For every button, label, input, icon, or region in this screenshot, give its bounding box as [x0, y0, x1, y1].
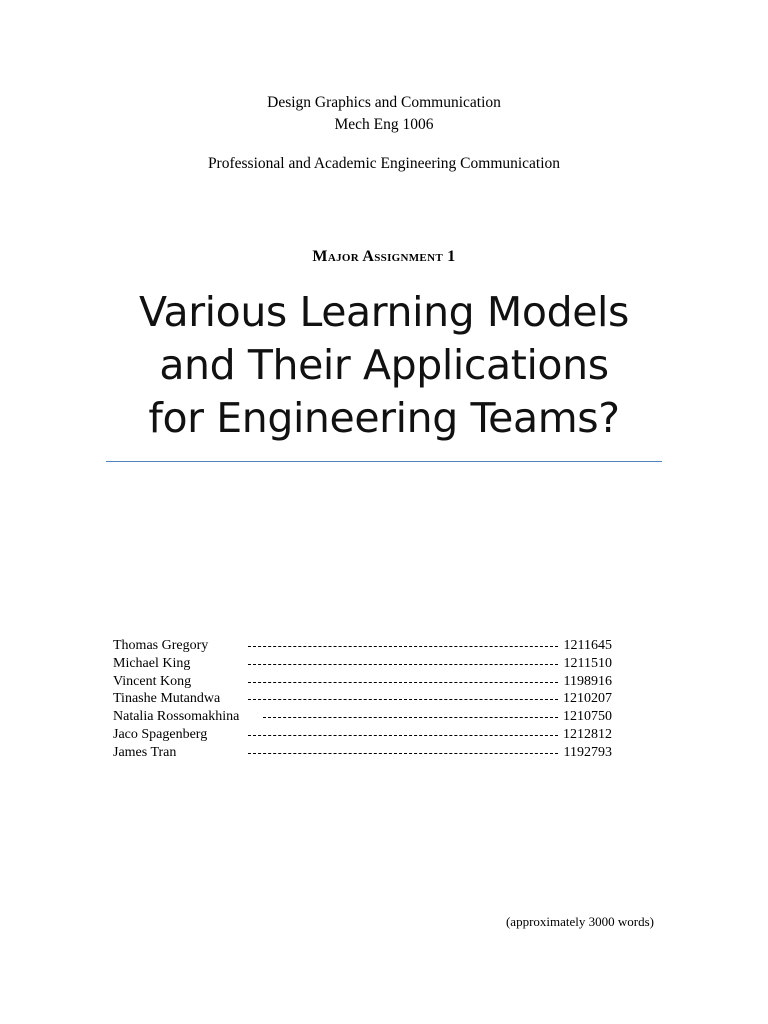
dash-leader: [248, 682, 558, 683]
dash-leader: [248, 735, 558, 736]
list-item: [113, 655, 633, 673]
word-count: (approximately 3000 words): [505, 914, 654, 929]
dash-leader: [248, 753, 558, 754]
list-item: [113, 690, 633, 708]
dash-leader: [248, 664, 558, 665]
assignment-label: Major Assignment 1: [312, 248, 456, 265]
member-name: Natalia Rossomakhina: [113, 709, 240, 725]
dash-leader: [263, 717, 558, 718]
student-id: 1211510: [563, 655, 612, 671]
student-id: 1198916: [563, 673, 612, 689]
list-item: [113, 637, 633, 655]
student-id: 1211645: [563, 638, 612, 653]
member-name: Tinashe Mutandwa: [113, 691, 221, 707]
title-line-2: and Their Applications: [159, 341, 609, 389]
title-line-3: for Engineering Teams?: [148, 394, 620, 442]
member-name: Michael King: [113, 655, 191, 671]
member-name: Jaco Spagenberg: [113, 726, 208, 742]
student-id: 1210750: [563, 709, 612, 725]
dash-leader: [248, 646, 558, 647]
dash-leader: [248, 699, 558, 700]
member-list: [113, 637, 633, 762]
list-item: [113, 708, 633, 726]
course-name: Design Graphics and Communication: [267, 94, 501, 111]
student-id: 1192793: [563, 744, 612, 760]
course-subtitle: Professional and Academic Engineering Communication: [207, 155, 561, 172]
member-name: Vincent Kong: [113, 673, 192, 689]
student-id: 1212812: [563, 726, 612, 742]
list-item: [113, 744, 633, 762]
list-item: [113, 673, 633, 691]
member-name: James Tran: [113, 744, 177, 760]
course-code: Mech Eng 1006: [334, 116, 434, 133]
member-name: Thomas Gregory: [113, 638, 209, 653]
student-id: 1210207: [563, 691, 612, 707]
title-divider: [106, 461, 662, 462]
title-line-1: Various Learning Models: [139, 288, 629, 336]
list-item: [113, 726, 633, 744]
document-title: [106, 286, 662, 445]
